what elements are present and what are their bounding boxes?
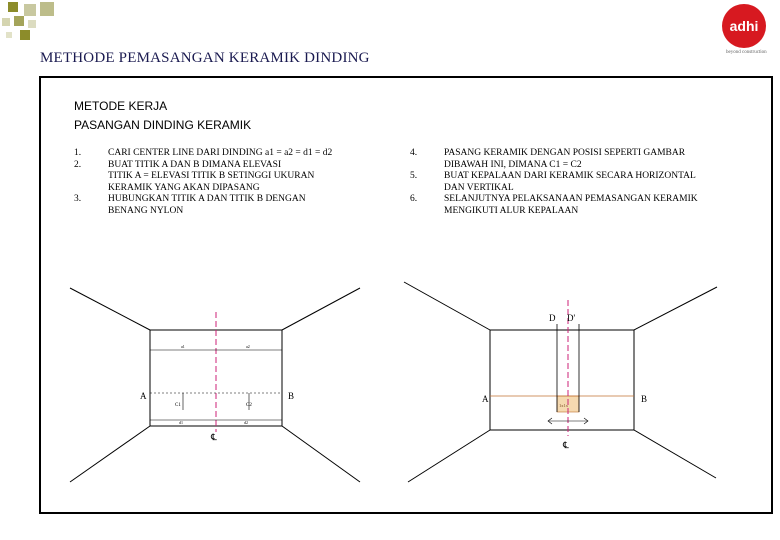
right-point-a: A <box>482 394 489 404</box>
step-number: 6. <box>410 194 418 204</box>
perspective-line <box>408 430 490 482</box>
right-point-b: B <box>641 394 648 404</box>
perspective-line <box>634 287 717 330</box>
perspective-line <box>282 426 360 482</box>
perspective-line <box>70 288 150 330</box>
right-tile-label: 1x1x <box>559 403 568 408</box>
right-point-d: D <box>549 313 556 323</box>
left-point-a: A <box>140 391 147 401</box>
left-dim-a1: a1 <box>181 344 185 349</box>
step-text-line: DAN VERTIKAL <box>444 182 514 193</box>
right-point-d-prime: D' <box>567 313 576 323</box>
page-title: METHODE PEMASANGAN KERAMIK DINDING <box>40 50 370 66</box>
step-text-line: BUAT KEPALAAN DARI KERAMIK SECARA HORIZONTAL <box>444 171 696 181</box>
step-number: 3. <box>74 194 82 204</box>
left-room-diagram <box>70 288 360 482</box>
left-dim-d2: d2 <box>244 420 248 425</box>
step-text-line: SELANJUTNYA PELAKSANAAN PEMASANGAN KERAMIK <box>444 194 698 204</box>
step-number: 4. <box>410 148 418 158</box>
step-number: 5. <box>410 171 418 181</box>
step-text-line: PASANG KERAMIK DENGAN POSISI SEPERTI GAMBAR <box>444 148 686 158</box>
logo-tagline: beyond construction <box>726 50 767 55</box>
step-text-line: MENGIKUTI ALUR KEPALAAN <box>444 205 579 216</box>
section-heading-line1: METODE KERJA <box>74 99 168 113</box>
step-text-line: BENANG NYLON <box>108 205 184 216</box>
step-text-line: TITIK A = ELEVASI TITIK B SETINGGI UKURAN <box>108 171 315 181</box>
step-text-line: BUAT TITIK A DAN B DIMANA ELEVASI <box>108 159 282 170</box>
left-dim-c1: C1 <box>175 403 181 408</box>
perspective-line <box>404 282 490 330</box>
right-room-diagram <box>404 282 717 482</box>
left-point-b: B <box>288 391 295 401</box>
step-number: 2. <box>74 159 82 170</box>
left-dim-d1: d1 <box>179 420 183 425</box>
left-center-mark: ℄ <box>211 432 217 442</box>
step-text-line: DIBAWAH INI, DIMANA C1 = C2 <box>444 159 582 170</box>
step-text-line: HUBUNGKAN TITIK A DAN TITIK B DENGAN <box>108 194 306 204</box>
left-dim-a2: a2 <box>246 344 250 349</box>
perspective-line <box>70 426 150 482</box>
perspective-line <box>634 430 716 478</box>
adhi-logo: adhi <box>722 4 766 48</box>
right-center-mark: ℄ <box>563 440 569 450</box>
perspective-line <box>282 288 360 330</box>
section-heading-line2: PASANGAN DINDING KERAMIK <box>74 118 252 132</box>
step-text-line: KERAMIK YANG AKAN DIPASANG <box>108 182 260 193</box>
step-number: 1. <box>74 148 82 158</box>
wall-rectangle <box>490 330 634 430</box>
left-dim-c2: C2 <box>246 403 252 408</box>
step-text-line: CARI CENTER LINE DARI DINDING a1 = a2 = d1 = d2 <box>108 148 333 158</box>
